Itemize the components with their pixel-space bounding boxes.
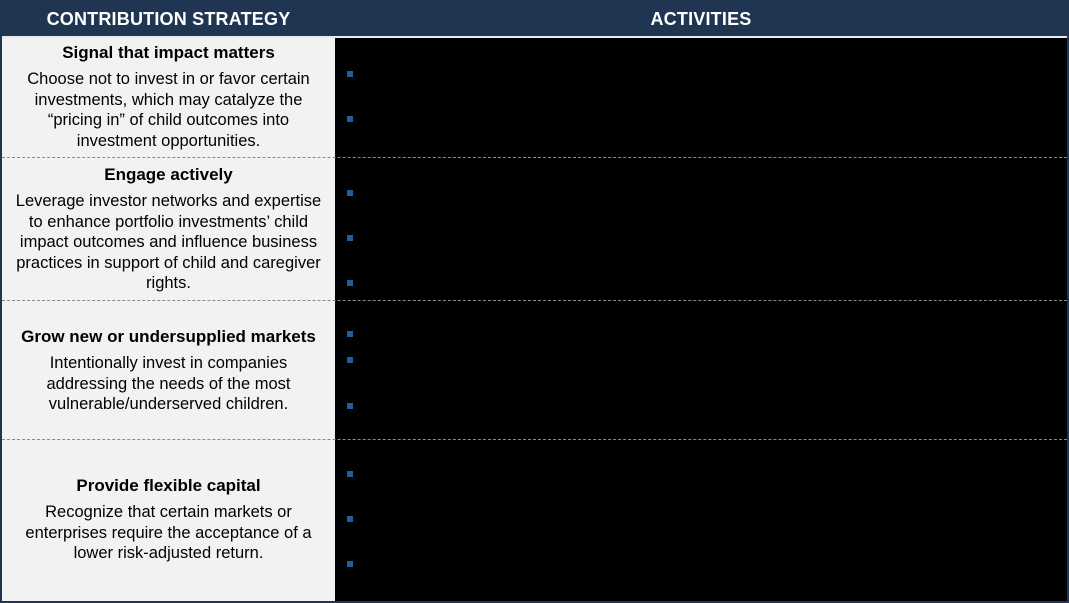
strategy-title: Engage actively xyxy=(104,165,233,184)
row-divider xyxy=(2,157,1067,158)
strategy-row-engage xyxy=(2,165,335,294)
square-bullet-icon xyxy=(347,331,353,337)
header-contribution-strategy: CONTRIBUTION STRATEGY xyxy=(46,8,291,29)
square-bullet-icon xyxy=(347,280,353,286)
strategy-description: Recognize that certain markets or enterprises require the acceptance of a lower risk-adjusted return. xyxy=(25,503,312,563)
strategy-row-signal xyxy=(2,43,335,151)
square-bullet-icon xyxy=(347,561,353,567)
strategy-row-flexible-capital xyxy=(2,476,335,564)
strategy-title: Signal that impact matters xyxy=(62,43,275,62)
square-bullet-icon xyxy=(347,357,353,363)
table-header xyxy=(2,2,1067,38)
strategy-title: Grow new or undersupplied markets xyxy=(21,327,316,346)
square-bullet-icon xyxy=(347,516,353,522)
square-bullet-icon xyxy=(347,116,353,122)
square-bullet-icon xyxy=(347,471,353,477)
strategy-description: Intentionally invest in companies addressing the needs of the most vulnerable/underserved children. xyxy=(46,354,291,414)
row-divider xyxy=(2,300,1067,301)
strategy-description: Choose not to invest in or favor certain investments, which may catalyze the “pricing in” of child outcomes into investment opportunities. xyxy=(27,70,310,150)
square-bullet-icon xyxy=(347,190,353,196)
strategy-title: Provide flexible capital xyxy=(76,476,261,495)
strategy-description: Leverage investor networks and expertise to enhance portfolio investments’ child impact outcomes and influence business practices in support of child and caregiver rights. xyxy=(15,192,322,293)
strategy-row-grow-markets xyxy=(2,327,335,415)
square-bullet-icon xyxy=(347,403,353,409)
header-activities: ACTIVITIES xyxy=(650,8,752,29)
square-bullet-icon xyxy=(347,235,353,241)
square-bullet-icon xyxy=(347,71,353,77)
row-divider xyxy=(2,439,1067,440)
